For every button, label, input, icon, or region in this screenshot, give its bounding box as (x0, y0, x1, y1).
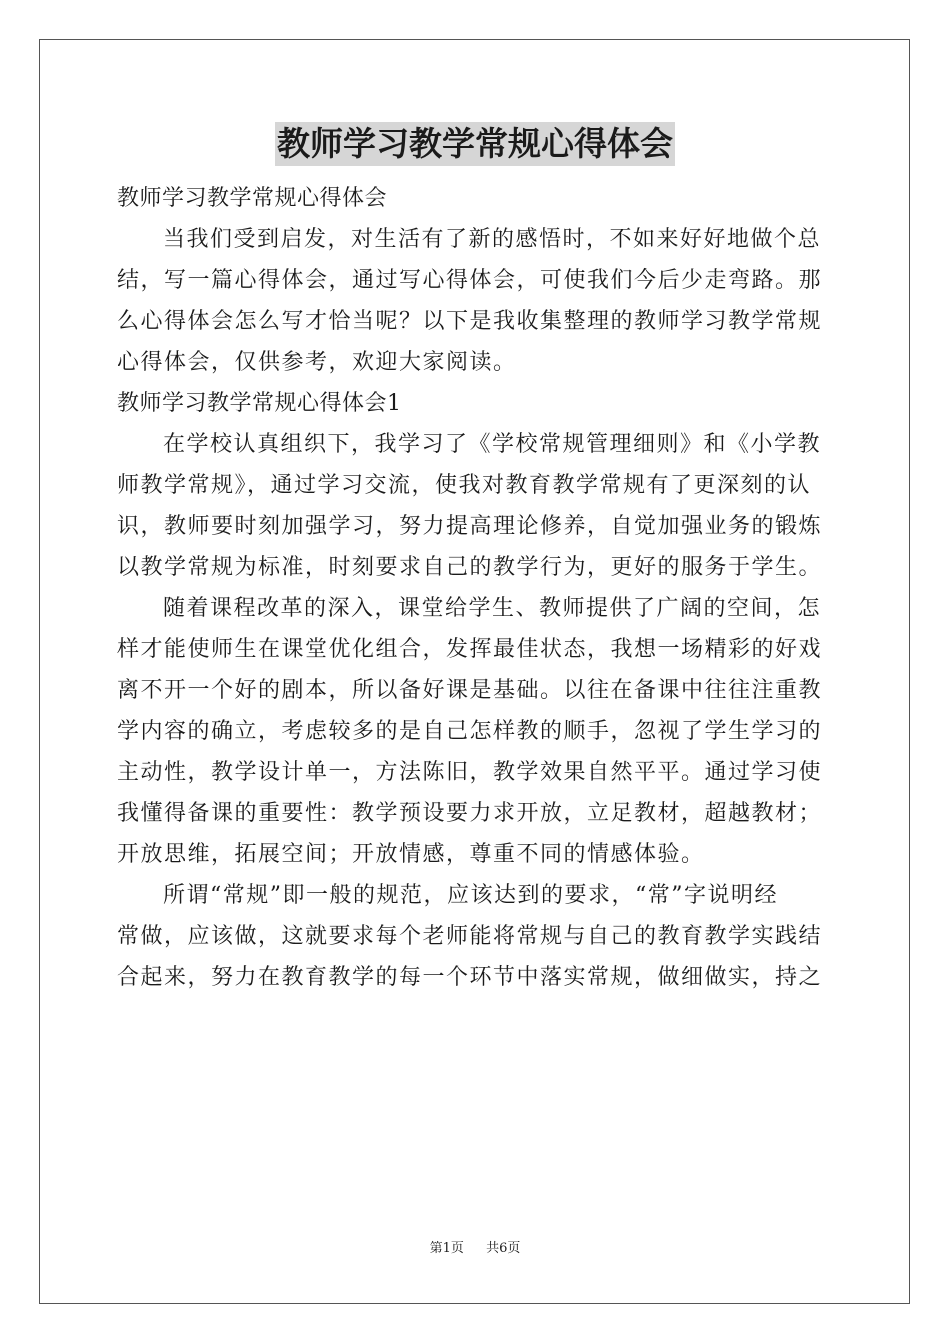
paragraph-line: 随着课程改革的深入，课堂给学生、教师提供了广阔的空间，怎 (163, 596, 822, 621)
page-total: 共6页 (486, 1241, 521, 1256)
paragraph-line: 开放思维，拓展空间；开放情感，尊重不同的情感体验。 (117, 842, 705, 867)
body-paragraph-3 (117, 875, 833, 998)
document-subtitle: 教师学习教学常规心得体会 (117, 186, 388, 211)
paragraph-line: 我懂得备课的重要性：教学预设要力求开放，立足教材，超越教材； (117, 801, 823, 826)
paragraph-line: 所谓“常规”即一般的规范，应该达到的要求，“常”字说明经 (163, 883, 778, 908)
paragraph-line: 常做，应该做，这就要求每个老师能将常规与自己的教育教学实践结 (117, 924, 823, 949)
paragraph-line: 在学校认真组织下，我学习了《学校常规管理细则》和《小学教 (163, 432, 822, 457)
document-body (117, 178, 833, 998)
page-number: 第1页 (429, 1241, 464, 1256)
paragraph-line: 心得体会，仅供参考，欢迎大家阅读。 (117, 350, 517, 375)
title-container (0, 122, 950, 166)
intro-paragraph (117, 219, 833, 383)
paragraph-line: 识，教师要时刻加强学习，努力提高理论修养，自觉加强业务的锻炼 (117, 514, 823, 539)
paragraph-line: 主动性，教学设计单一，方法陈旧，教学效果自然平平。通过学习使 (117, 760, 823, 785)
page-footer (0, 1240, 950, 1258)
paragraph-line: 合起来，努力在教育教学的每一个环节中落实常规，做细做实，持之 (117, 965, 823, 990)
body-paragraph-2 (117, 588, 833, 875)
paragraph-line: 离不开一个好的剧本，所以备好课是基础。以往在备课中往往注重教 (117, 678, 823, 703)
paragraph-line: 结，写一篇心得体会，通过写心得体会，可使我们今后少走弯路。那 (117, 268, 823, 293)
section-heading: 教师学习教学常规心得体会1 (117, 391, 402, 416)
body-paragraph-1 (117, 424, 833, 588)
paragraph-line: 学内容的确立，考虑较多的是自己怎样教的顺手，忽视了学生学习的 (117, 719, 823, 744)
paragraph-line: 师教学常规》，通过学习交流，使我对教育教学常规有了更深刻的认 (117, 473, 812, 498)
paragraph-line: 以教学常规为标准，时刻要求自己的教学行为，更好的服务于学生。 (117, 555, 823, 580)
document-title: 教师学习教学常规心得体会 (275, 122, 675, 166)
paragraph-line: 样才能使师生在课堂优化组合，发挥最佳状态，我想一场精彩的好戏 (117, 637, 823, 662)
paragraph-line: 么心得体会怎么写才恰当呢？以下是我收集整理的教师学习教学常规 (117, 309, 823, 334)
paragraph-line: 当我们受到启发，对生活有了新的感悟时，不如来好好地做个总 (163, 227, 822, 252)
